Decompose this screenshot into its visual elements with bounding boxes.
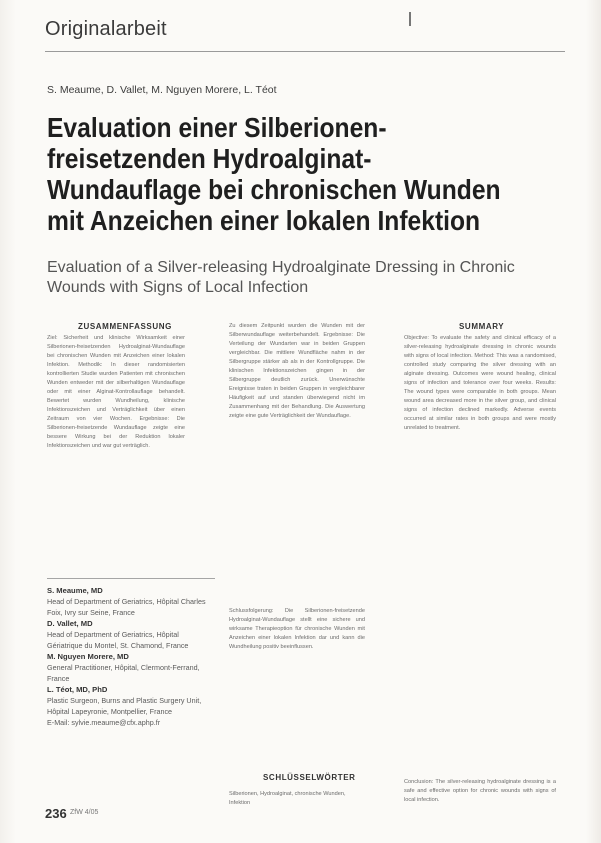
keywords-heading: SCHLÜSSELWÖRTER bbox=[263, 773, 356, 782]
author-addresses bbox=[47, 578, 215, 728]
author-affiliation: Head of Department of Geriatrics, Hôpital Charles Foix, Ivry sur Seine, France bbox=[47, 597, 206, 617]
address-block bbox=[47, 651, 215, 684]
article-subtitle: Evaluation of a Silver-releasing Hydroalginate Dressing in Chronic Wounds with Signs of Local Infection bbox=[47, 259, 515, 296]
zusammenfassung-heading: ZUSAMMENFASSUNG bbox=[78, 322, 172, 331]
author-affiliation: Head of Department of Geriatrics, Hôpital Gériatrique du Montel, St. Chamond, France bbox=[47, 630, 189, 650]
section-label: Originalarbeit bbox=[45, 18, 167, 40]
summary-text: Objective: To evaluate the safety and clinical efficacy of a silver-releasing hydroalginate dressing in chronic wounds with signs of local infection. Method: This was a randomised, controlled study comparing the silver dressing with an alginate dressing. Outcomes were wound healing, clinical signs of infection and tolerance over four weeks. Results: The wound types were comparable in both groups. Mean wound area decreased more in the silver group, and clinical signs of infection declined markedly. Adverse events occurred at similar rates in both groups and were mostly unrelated to treatment. bbox=[404, 335, 556, 431]
address-block bbox=[47, 717, 215, 728]
keywords-text: Silberionen, Hydroalginat, chronische Wunden, Infektion bbox=[229, 791, 346, 806]
author-affiliation: Plastic Surgeon, Burns and Plastic Surgery Unit, Hôpital Lapeyronie, Montpellier, France bbox=[47, 696, 202, 716]
address-rule bbox=[47, 578, 215, 579]
summary-heading: SUMMARY bbox=[459, 322, 505, 331]
author-email[interactable]: E-Mail: sylvie.meaume@cfx.aphp.fr bbox=[47, 718, 161, 727]
author-name: D. Vallet, MD bbox=[47, 619, 93, 628]
middle-column-text: Zu diesem Zeitpunkt wurden die Wunden mit der Silberwundauflage weiterbehandelt. Ergebnisse: Die Verteilung der Wundarten war in beiden Gruppen vergleichbar. Die mittlere Wundfläche nahm in der Silbergruppe stärker ab als in der Kontrollgruppe. Die klinischen Infektionszeichen gingen in der Silbergruppe deutlich zurück. Unerwünschte Ereignisse traten in beiden Gruppen in vergleichbarer Häufigkeit auf und standen überwiegend nicht im Zusammenhang mit der Behandlung. Die Auswertung zeigte eine gute Verträglichkeit der Wundauflage. bbox=[229, 323, 365, 419]
page-number: 236 bbox=[45, 806, 67, 821]
article-title: Evaluation einer Silberionen-freisetzenden Hydroalginat-Wundauflage bei chronischen Wunden mit Anzeichen einer lokalen Infektion bbox=[47, 112, 501, 236]
summary-text-2: Conclusion: The silver-releasing hydroalginate dressing is a safe and effective option for chronic wounds with signs of local infection. bbox=[404, 779, 556, 803]
address-block bbox=[47, 585, 215, 618]
zusammenfassung-text: Ziel: Sicherheit und klinische Wirksamkeit einer Silberionen-freisetzenden Hydroalginat-Wundauflage bei chronischen Wunden mit Anzeichen einer lokalen Infektion. Methodik: In dieser randomisierten kontrollierten Studie wurden Patienten mit chronischen Wunden entweder mit der silberhaltigen Wundauflage oder mit einer Alginat-Kontrollauflage behandelt. Bewertet wurden Wundheilung, klinische Infektionszeichen und Verträglichkeit über einen Zeitraum von vier Wochen. Ergebnisse: Die Silberionen-freisetzende Wundauflage zeigte eine bessere Wirkung bei der Reduktion lokaler Infektionszeichen und war gut verträglich. bbox=[47, 335, 185, 449]
author-name: M. Nguyen Morere, MD bbox=[47, 652, 129, 661]
author-affiliation: General Practitioner, Hôpital, Clermont-Ferrand, France bbox=[47, 663, 200, 683]
middle-column-text-2: Schlussfolgerung: Die Silberionen-freisetzende Hydroalginat-Wundauflage stellt eine sichere und wirksame Therapieoption für chronische Wunden mit Anzeichen einer lokalen Infektion dar und kann die Wundheilung positiv beeinflussen. bbox=[229, 608, 365, 650]
header-rule bbox=[45, 51, 565, 52]
crop-mark bbox=[409, 12, 411, 26]
journal-reference: ZfW 4/05 bbox=[70, 809, 99, 816]
address-block bbox=[47, 618, 215, 651]
author-name: S. Meaume, MD bbox=[47, 586, 103, 595]
author-name: L. Téot, MD, PhD bbox=[47, 685, 108, 694]
address-block bbox=[47, 684, 215, 717]
article-authors: S. Meaume, D. Vallet, M. Nguyen Morere, L. Téot bbox=[47, 84, 277, 96]
